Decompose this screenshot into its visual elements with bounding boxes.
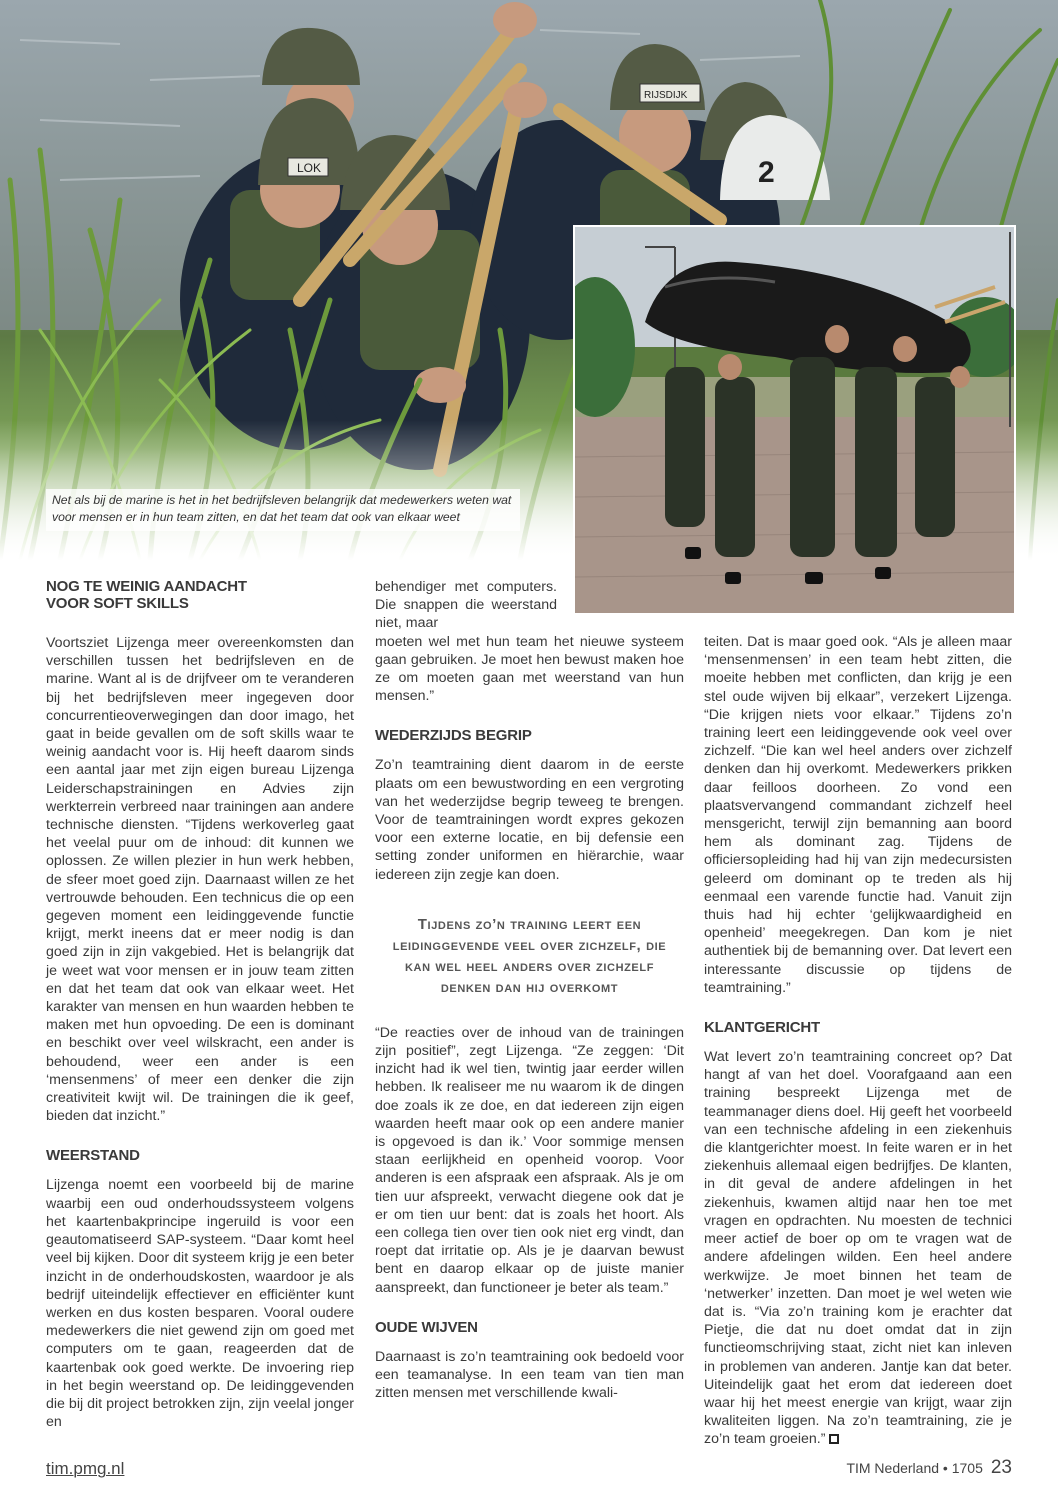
paragraph: “De reacties over de inhoud van de trainingen zijn positief”, zegt Lijzenga. “Ze zeggen: ‘Dit inzicht had ik wel tien, twintig jaar eerder willen hebben. Ik realiseer me nu waarom ik de dingen doe zoals ik ze doe, en dat iedereen zijn eigen waarden heeft maar ook op een andere manier is opgevoed is dan ik.’ Voor sommige mensen staan eerlijkheid en openheid voorop. Voor anderen is een afspraak een afspraak. Als je om tien uur afspreekt, verwacht diegene ook dat je er om tien uur bent: dat is zoals het hoort. Als een collega tien over tien ook niet erg vindt, dan roept dat irritatie op. Als je je daarvan bewust bent en daarop elkaar op de juiste manier aanspreekt, dan functioneer je beter als team.” — [375, 1024, 684, 1296]
heading-wederzijds-begrip: WEDERZIJDS BEGRIP — [375, 727, 532, 745]
footer-info — [846, 1457, 1012, 1479]
footer-magazine: TIM Nederland • 1705 — [846, 1460, 983, 1476]
end-mark-icon — [829, 1434, 839, 1444]
paragraph: Zo’n teamtraining dient daarom in de eerste plaats om een bewustwording en een vergroting van het wederzijdse begrip teweeg te brengen. Voor de teamtrainingen wordt expres gekozen voor een externe locatie, en bij defensie een setting zonder uniformen en hiërarchie, waar iedereen zijn zegje kan doen. — [375, 757, 684, 883]
paragraph: Voortsziet Lijzenga meer overeenkomsten dan verschillen tussen het bedrijfsleven en de marine. Want al is de drijfveer om te veranderen bij het bedrijfsleven meer ingegeven door concurrentieoverwegingen dan door imago, het gaat in beide gevallen om de soft skills waar te weinig aandacht voor is. Hij heeft daarom sinds een aantal jaar met zijn eigen bureau Lijzenga Leiderschapstrainingen en Advies zijn werkterrein verbreed naar trainingen aan andere technische diensten. “Tijdens werkoverleg gaat het veelal puur om de inhoud: dit kunnen we oplossen. Ze willen plezier in hun werk hebben, de sfeer moet goed zijn. Daarnaast willen ze het vertrouwde behouden. Een technicus die op een gegeven moment een leidinggevende functie krijgt, merkt ineens dat er meer nodig is dan goed zijn in zijn vakgebied. Het is belangrijk dat je weet wat voor mensen er in jouw team zitten en dat het team dat ook van elkaar weet. Het karakter van mensen en hun waarden hebben te maken met hun opvoeding. De een is dominant en beschikt over veel wilskracht, een ander is behoudend, weer een ander is een ‘mensenmens’ of meer een denker die zijn creativiteit kwijt wil. De trainingen die ik geef, bieden dat inzicht.” — [46, 635, 354, 1125]
column-1 — [46, 578, 354, 1431]
paragraph: moeten wel met hun team het nieuwe systeem gaan gebruiken. Je moet hen bewust maken hoe ze om moeten gaan met weerstand van hun mensen.” — [375, 633, 684, 705]
footer-url-link[interactable]: tim.pmg.nl — [46, 1459, 125, 1478]
heading-klantgericht: KLANTGERICHT — [704, 1019, 820, 1037]
heading-soft-skills-line2: VOOR SOFT SKILLS — [46, 595, 189, 612]
inset-photo — [573, 225, 1016, 615]
photo-caption: Net als bij de marine is het in het bedrijfsleven belangrijk dat medewerkers weten wat voor mensen er in hun team zitten, en dat het team dat ook van elkaar weet — [46, 489, 520, 531]
column-3 — [704, 633, 1012, 1449]
paragraph: teiten. Dat is maar goed ook. “Als je alleen maar ‘mensenmensen’ in een team hebt zitten, die moeite hebben met conflicten, dan krijg je een stel oude wijven bij elkaar”, verzekert Lijzenga. “Die krijgen niets voor elkaar.” Tijdens zo’n training leert een leidinggevende ook veel over zichzelf. “Die kan wel heel anders over zichzelf denken dan hij overkomt. Medewerkers prikken daar feilloos doorheen. Zo vond een plaatsvervangend commandant zichzelf heel mensgericht, terwijl zijn bemanning aan boord hem als dominant zag. Tijdens de officiersopleiding had hij van zijn medecursisten geleerd om dominant op te treden als hij eenmaal een varende functie had. Vanuit zijn thuis had hij echter ‘gelijkwaardigheid en openheid’ meegekregen. Dan kom je niet authentiek bij de bemanning over. Dat levert een interessante discussie op tijdens de teamtraining.” — [704, 634, 1012, 996]
inset-illustration — [575, 227, 1014, 613]
heading-weerstand: WEERSTAND — [46, 1147, 140, 1165]
paragraph-text: Wat levert zo’n teamtraining concreet op? Dat hangt af van het doel. Voorafgaand aan een training bespreekt Lijzenga met de teammanager diens doel. Hij geeft het voorbeeld van een technische afdeling in een ziekenhuis die klantgerichter moest. In feite waren er in het ziekenhuis allemaal eigen bedrijfjes. De klanten, in dit geval de andere afdelingen in het ziekenhuis, kwamen altijd naar hen toe met vragen en opdrachten. Nu moesten de technici meer actief de boer op om te vragen wat de andere afdelingen wilden. Een heel andere werkwijze. Je moet binnen het team de ‘netwerker’ inzetten. Dan moet je wel weten wie dat is. “Via zo’n training kom je erachter dat Pietje, die dat nu doet omdat dat in zijn functieomschrijving staat, zicht niet kan inleven in problemen van anderen. Jantje kan dat beter. Uiteindelijk gaat het erom dat iedereen doet waar hij het meest energie van krijgt, waar zijn kwaliteiten liggen. Na zo’n teamtraining, zie je zo’n team groeien.” — [704, 1049, 1012, 1448]
pull-quote: Tijdens zo’n training leert een leidinggevende veel over zichzelf, die kan wel heel anders over zichzelf denken dan hij overkomt — [392, 915, 667, 996]
paragraph-last — [704, 1048, 1012, 1448]
paragraph: behendiger met computers. Die snappen die weerstand niet, maar — [375, 579, 557, 632]
heading-oude-wijven: OUDE WIJVEN — [375, 1318, 478, 1336]
heading-soft-skills-line1: NOG TE WEINIG AANDACHT — [46, 578, 247, 595]
page-number: 23 — [990, 1457, 1012, 1478]
column-2 — [375, 578, 684, 1403]
paragraph: Lijzenga noemt een voorbeeld bij de marine waarbij een oud onderhoudssysteem volgens het kaartenbakprincipe ingeruild is voor een geautomatiseerd SAP-systeem. “Daar komt heel veel bij kijken. Door dit systeem krijg je een beter inzicht in de onderhoudskosten, waardoor je als bedrijf uiteindelijk effectiever en efficiënter kunt werken en dus kosten besparen. Vooral oudere medewerkers die niet gewend zijn om goed met computers om te gaan, reageerden dat de kaartenbak ook goed werkte. De invoering riep in het begin weerstand op. De leidinggevenden die bij dit project betrokken zijn, zijn veelal jonger en — [46, 1177, 354, 1431]
paragraph: Daarnaast is zo’n teamtraining ook bedoeld voor een teamanalyse. In een team van tien man zitten mensen met verschillende kwali- — [375, 1348, 684, 1402]
